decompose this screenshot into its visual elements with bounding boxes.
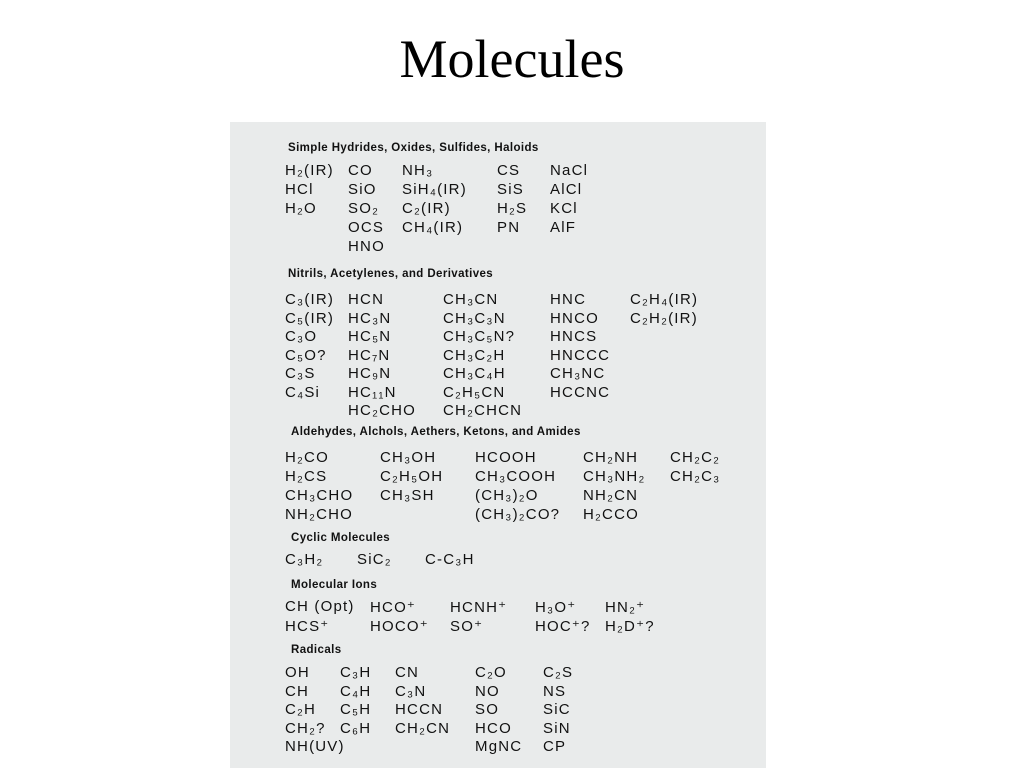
molecule-formula: NH₃ xyxy=(402,162,434,179)
molecule-formula: HOCO⁺ xyxy=(370,618,429,635)
molecule-formula: AlF xyxy=(550,219,577,236)
molecule-table-image xyxy=(230,122,766,768)
molecule-formula: OCS xyxy=(348,219,385,236)
molecule-formula: CH₂NH xyxy=(583,449,639,466)
molecule-formula: HCO xyxy=(475,719,512,737)
molecule-formula: HNCCC xyxy=(550,346,611,364)
molecule-formula: HCl xyxy=(285,181,314,198)
molecule-formula: NH₂CHO xyxy=(285,506,354,523)
molecule-formula: CN xyxy=(395,664,420,681)
molecule-formula: C₄H xyxy=(340,682,372,700)
molecule-formula: CH₃CN xyxy=(443,291,499,308)
page-title: Molecules xyxy=(399,29,625,89)
molecule-formula: HNCS xyxy=(550,328,598,345)
molecule-formula: HN₂⁺ xyxy=(605,599,646,616)
molecule-formula: (CH₃)₂O xyxy=(475,487,539,504)
section-heading: Radicals xyxy=(291,644,342,656)
molecule-formula: CP xyxy=(543,738,567,755)
molecule-formula: CH₃OH xyxy=(380,449,437,466)
molecule-formula: C-C₃H xyxy=(425,551,475,568)
molecule-formula: HCNH⁺ xyxy=(450,599,508,616)
molecule-formula: HCO⁺ xyxy=(370,599,417,616)
molecule-formula: HC₉N xyxy=(348,365,392,382)
molecule-formula: C₂H xyxy=(285,701,317,718)
molecule-formula: H₃O⁺ xyxy=(535,599,577,616)
molecule-formula: CH₂C₃ xyxy=(670,468,721,485)
molecule-formula: NS xyxy=(543,682,567,700)
molecule-formula: C₅O? xyxy=(285,346,327,364)
molecule-formula: CH₃C₅N? xyxy=(443,328,516,345)
molecule-formula: HNC xyxy=(550,291,587,308)
section-heading: Simple Hydrides, Oxides, Sulfides, Haloids xyxy=(288,142,539,154)
molecule-formula: C₂H₅CN xyxy=(443,383,506,401)
molecule-formula: HCN xyxy=(348,291,385,308)
molecule-formula: C₂(IR) xyxy=(402,200,451,217)
section-heading: Molecular Ions xyxy=(291,579,378,591)
molecule-formula: H₂O xyxy=(285,200,317,217)
molecule-formula: C₃(IR) xyxy=(285,291,335,308)
section-heading: Aldehydes, Alchols, Aethers, Ketons, and Amides xyxy=(291,426,581,438)
molecule-formula: H₂S xyxy=(497,200,528,217)
molecule-formula: SiN xyxy=(543,719,571,737)
molecule-formula: HCS⁺ xyxy=(285,618,330,635)
molecule-formula: CH₃SH xyxy=(380,487,435,504)
molecule-formula: C₂S xyxy=(543,664,574,681)
molecule-formula: CH₃C₂H xyxy=(443,346,506,364)
section-heading: Cyclic Molecules xyxy=(291,532,391,544)
molecule-formula: SO₂ xyxy=(348,200,380,217)
molecule-formula: CS xyxy=(497,162,521,179)
molecule-formula: NO xyxy=(475,682,500,700)
molecule-formula: C₃H xyxy=(340,664,372,681)
molecule-formula: H₂CO xyxy=(285,449,329,466)
molecule-formula: C₂H₄(IR) xyxy=(630,291,699,308)
molecule-formula: CH₂CN xyxy=(395,719,451,737)
molecule-formula: SiC xyxy=(543,701,571,718)
molecule-formula: CH₄(IR) xyxy=(402,219,464,236)
molecule-formula: C₂O xyxy=(475,664,507,681)
molecule-formula: CH₃COOH xyxy=(475,468,557,485)
molecule-formula: H₂CS xyxy=(285,468,328,485)
molecule-formula: HCOOH xyxy=(475,449,537,466)
molecule-formula: CO xyxy=(348,162,373,179)
molecule-formula: C₃S xyxy=(285,365,316,382)
molecule-formula: SO⁺ xyxy=(450,618,484,635)
molecule-formula: C₂H₅OH xyxy=(380,468,444,485)
molecule-formula: HNCO xyxy=(550,309,599,327)
molecule-formula: PN xyxy=(497,219,521,236)
molecule-formula: AlCl xyxy=(550,181,583,198)
molecule-formula: NaCl xyxy=(550,162,589,179)
molecule-formula: HNO xyxy=(348,238,385,255)
molecule-formula: SiS xyxy=(497,181,524,198)
molecule-formula: HOC⁺? xyxy=(535,618,591,635)
molecule-formula: CH₃NH₂ xyxy=(583,468,646,485)
molecule-formula: HC₇N xyxy=(348,346,391,364)
molecule-formula: CH xyxy=(285,682,310,700)
molecule-formula: SiC₂ xyxy=(357,551,392,568)
molecule-formula: HC₂CHO xyxy=(348,402,417,419)
molecule-formula: HC₃N xyxy=(348,309,392,327)
molecule-formula: MgNC xyxy=(475,738,523,755)
molecule-formula: CH₃C₄H xyxy=(443,365,506,382)
molecule-formula: SiO xyxy=(348,181,377,198)
molecule-formula: H₂(IR) xyxy=(285,162,334,179)
molecule-formula: CH₂CHCN xyxy=(443,402,523,419)
molecule-formula: SiH₄(IR) xyxy=(402,181,467,198)
molecule-formula: C₃H₂ xyxy=(285,551,324,568)
molecule-formula: C₄Si xyxy=(285,383,321,401)
molecule-formula: HC₁₁N xyxy=(348,383,397,401)
molecule-formula: H₂D⁺? xyxy=(605,618,655,635)
molecule-formula: SO xyxy=(475,701,500,718)
section-heading: Nitrils, Acetylenes, and Derivatives xyxy=(288,268,494,280)
molecule-formula: CH (Opt) xyxy=(285,598,355,615)
molecule-formula: C₅H xyxy=(340,701,372,718)
molecule-formula: KCl xyxy=(550,200,578,217)
molecule-formula: (CH₃)₂CO? xyxy=(475,506,561,523)
molecule-formula: CH₂? xyxy=(285,719,326,737)
molecule-formula: H₂CCO xyxy=(583,506,639,523)
molecule-formula: HC₅N xyxy=(348,328,392,345)
molecule-formula: OH xyxy=(285,664,310,681)
molecule-formula: CH₃NC xyxy=(550,365,606,382)
molecule-formula: HCCNC xyxy=(550,383,611,401)
molecule-formula: C₅(IR) xyxy=(285,309,335,327)
molecule-formula: C₃O xyxy=(285,328,318,345)
molecule-formula: NH₂CN xyxy=(583,487,639,504)
molecule-formula: C₃N xyxy=(395,682,427,700)
molecule-formula: CH₃C₃N xyxy=(443,309,506,327)
molecule-formula: C₆H xyxy=(340,719,372,737)
molecule-formula: HCCN xyxy=(395,701,444,718)
molecule-formula: NH(UV) xyxy=(285,738,345,755)
molecule-formula: C₂H₂(IR) xyxy=(630,309,698,327)
molecule-formula: CH₂C₂ xyxy=(670,449,721,466)
molecule-formula: CH₃CHO xyxy=(285,487,354,504)
